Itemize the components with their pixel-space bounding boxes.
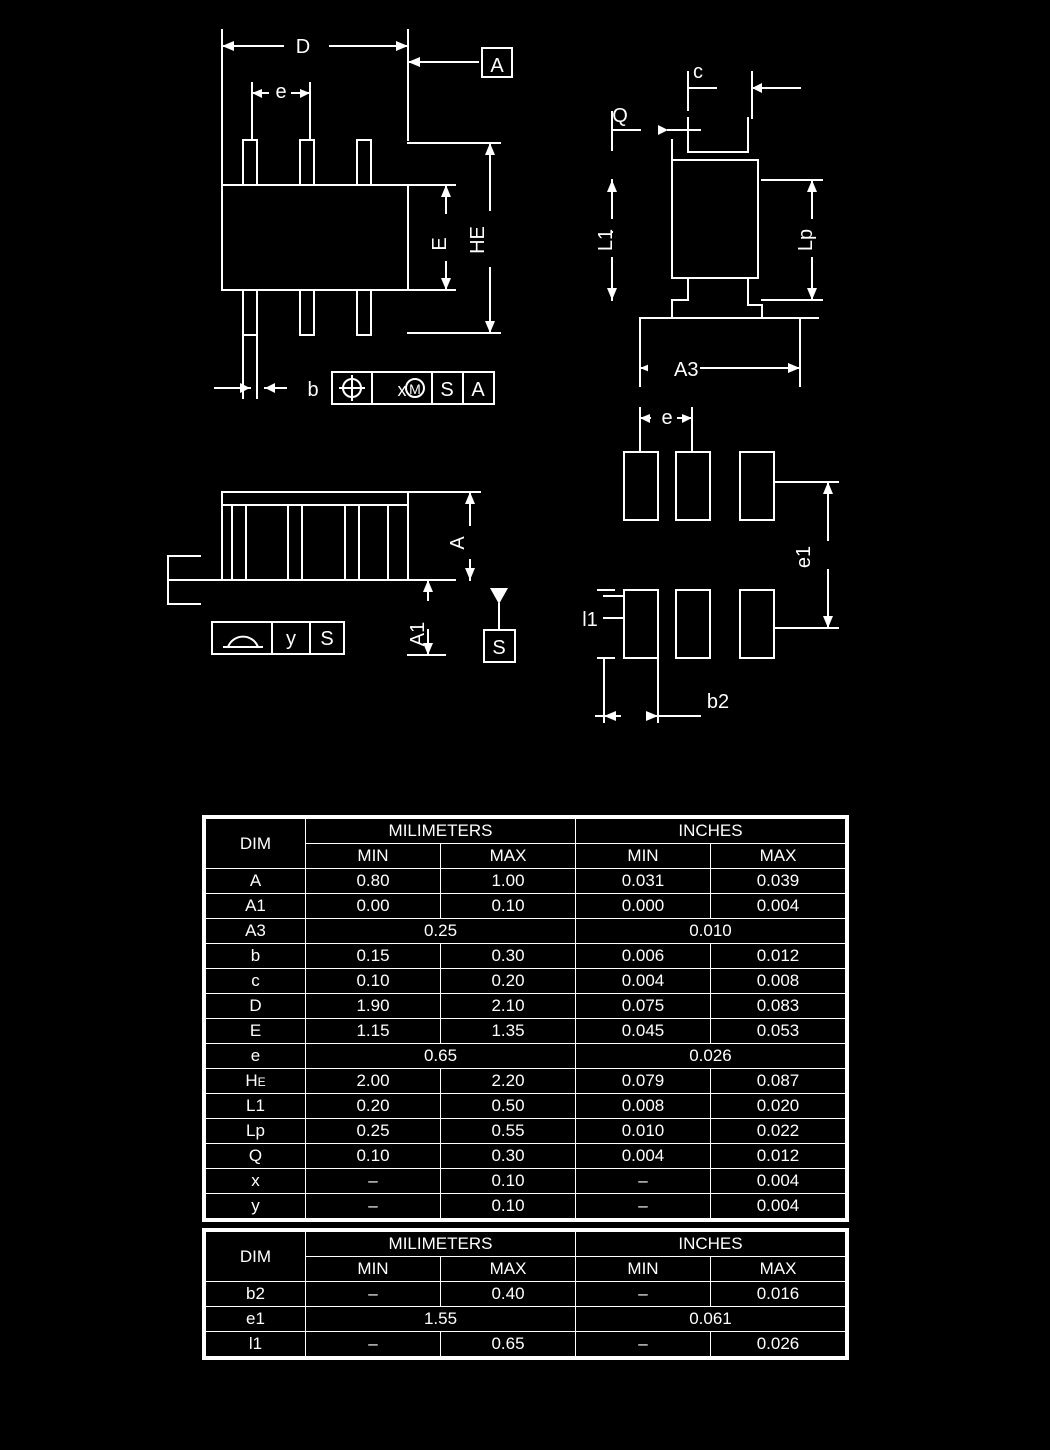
cell-in-min: – [576,1282,711,1307]
cell-mm-max: 0.10 [441,894,576,919]
header-in-max: MAX [711,1257,846,1282]
dimension-table-footprint-wrapper [202,1228,849,1365]
header-millimeters: MILIMETERS [306,1232,576,1257]
table-row [206,869,846,894]
cell-in-min: 0.079 [576,1069,711,1094]
cell-mm-min: 1.90 [306,994,441,1019]
cell-in-min: 0.045 [576,1019,711,1044]
cell-in-max: 0.004 [711,894,846,919]
label-tolerance-x: x [397,380,407,400]
label-flatness-datum-S: S [320,628,334,650]
label-D: D [295,36,311,58]
cell-dim: A [206,869,306,894]
cell-mm-max: 0.55 [441,1119,576,1144]
cell-dim: e [206,1044,306,1069]
header-in-min: MIN [576,1257,711,1282]
cell-mm-max: 0.50 [441,1094,576,1119]
cell-mm-max: 1.35 [441,1019,576,1044]
dimension-table-main-wrapper [202,815,849,1227]
cell-in-span: 0.010 [576,919,846,944]
cell-mm-min: 1.15 [306,1019,441,1044]
dimension-table-main [205,818,846,1219]
label-L1: L1 [595,228,617,252]
label-e-top: e [275,81,287,103]
table-row [206,1307,846,1332]
cell-mm-span: 0.25 [306,919,576,944]
table-row [206,1194,846,1219]
cell-in-max: 0.012 [711,1144,846,1169]
table-row [206,1169,846,1194]
cell-dim: E [206,1019,306,1044]
label-c: c [693,61,703,83]
label-b2: b2 [706,691,730,713]
label-A3: A3 [674,359,699,381]
cell-mm-min: 0.25 [306,1119,441,1144]
cell-mm-min: 0.20 [306,1094,441,1119]
table-row [206,894,846,919]
cell-mm-max: 2.10 [441,994,576,1019]
cell-mm-max: 0.30 [441,944,576,969]
cell-in-span: 0.061 [576,1307,846,1332]
table-row [206,919,846,944]
label-seating-plane-S: S [492,637,506,659]
cell-mm-span: 1.55 [306,1307,576,1332]
cell-dim: Lp [206,1119,306,1144]
cell-dim: HE [206,1069,306,1094]
cell-dim: x [206,1169,306,1194]
label-l1: l1 [582,609,598,631]
table-row [206,1332,846,1357]
cell-in-min: – [576,1169,711,1194]
cell-dim: e1 [206,1307,306,1332]
cell-dim: l1 [206,1332,306,1357]
cell-mm-max: 0.10 [441,1194,576,1219]
label-flatness-y: y [286,628,296,650]
cell-in-min: 0.010 [576,1119,711,1144]
cell-mm-min: – [306,1169,441,1194]
label-datum-A-top: A [490,55,504,77]
label-e1: e1 [793,545,815,569]
cell-in-min: – [576,1332,711,1357]
cell-mm-max: 0.20 [441,969,576,994]
label-e-footprint: e [661,407,673,429]
label-Q: Q [612,105,628,127]
cell-mm-min: 0.10 [306,1144,441,1169]
header-dim: DIM [206,1232,306,1282]
cell-in-max: 0.083 [711,994,846,1019]
cell-mm-max: 0.65 [441,1332,576,1357]
cell-dim: c [206,969,306,994]
cell-mm-min: 0.10 [306,969,441,994]
label-HE: HE [467,226,489,254]
header-mm-min: MIN [306,1257,441,1282]
cell-mm-min: 0.15 [306,944,441,969]
cell-in-max: 0.022 [711,1119,846,1144]
label-b: b [307,379,319,401]
cell-in-max: 0.026 [711,1332,846,1357]
cell-in-max: 0.004 [711,1169,846,1194]
cell-in-min: 0.008 [576,1094,711,1119]
cell-in-min: 0.004 [576,969,711,994]
cell-in-max: 0.020 [711,1094,846,1119]
cell-in-min: – [576,1194,711,1219]
cell-dim: L1 [206,1094,306,1119]
cell-dim: A3 [206,919,306,944]
cell-in-min: 0.000 [576,894,711,919]
dimension-table-footprint [205,1231,846,1357]
cell-in-max: 0.087 [711,1069,846,1094]
table-row [206,944,846,969]
cell-dim: Q [206,1144,306,1169]
label-A-height: A [447,536,469,550]
label-E: E [429,237,451,251]
cell-mm-min: – [306,1282,441,1307]
header-dim: DIM [206,819,306,869]
cell-in-min: 0.006 [576,944,711,969]
table-row [206,969,846,994]
header-in-min: MIN [576,844,711,869]
cell-mm-max: 2.20 [441,1069,576,1094]
header-mm-min: MIN [306,844,441,869]
label-datum-S-frame: S [440,379,454,401]
header-mm-max: MAX [441,1257,576,1282]
table-row [206,1144,846,1169]
table-row [206,1119,846,1144]
cell-in-max: 0.039 [711,869,846,894]
cell-mm-max: 0.10 [441,1169,576,1194]
header-mm-max: MAX [441,844,576,869]
cell-in-max: 0.004 [711,1194,846,1219]
cell-in-min: 0.075 [576,994,711,1019]
cell-in-span: 0.026 [576,1044,846,1069]
cell-dim: b [206,944,306,969]
header-inches: INCHES [576,819,846,844]
cell-dim: D [206,994,306,1019]
header-in-max: MAX [711,844,846,869]
cell-mm-max: 0.30 [441,1144,576,1169]
label-A1: A1 [407,621,429,647]
table-row [206,1019,846,1044]
table-row [206,1282,846,1307]
cell-in-max: 0.012 [711,944,846,969]
cell-dim: A1 [206,894,306,919]
cell-in-max: 0.008 [711,969,846,994]
cell-mm-min: – [306,1194,441,1219]
label-Lp: Lp [795,228,817,252]
table-row [206,1044,846,1069]
table-header-row [206,1232,846,1257]
cell-dim: y [206,1194,306,1219]
table-row [206,1069,846,1094]
cell-in-min: 0.031 [576,869,711,894]
cell-mm-span: 0.65 [306,1044,576,1069]
table-row [206,1094,846,1119]
cell-mm-min: 2.00 [306,1069,441,1094]
table-row [206,994,846,1019]
cell-in-max: 0.016 [711,1282,846,1307]
cell-mm-min: 0.00 [306,894,441,919]
cell-mm-max: 1.00 [441,869,576,894]
label-datum-A-frame: A [471,379,485,401]
cell-dim: b2 [206,1282,306,1307]
header-inches: INCHES [576,1232,846,1257]
cell-mm-max: 0.40 [441,1282,576,1307]
cell-in-max: 0.053 [711,1019,846,1044]
header-millimeters: MILIMETERS [306,819,576,844]
cell-mm-min: 0.80 [306,869,441,894]
cell-mm-min: – [306,1332,441,1357]
label-mmc-modifier: M [409,381,421,397]
table-header-row [206,819,846,844]
cell-in-min: 0.004 [576,1144,711,1169]
